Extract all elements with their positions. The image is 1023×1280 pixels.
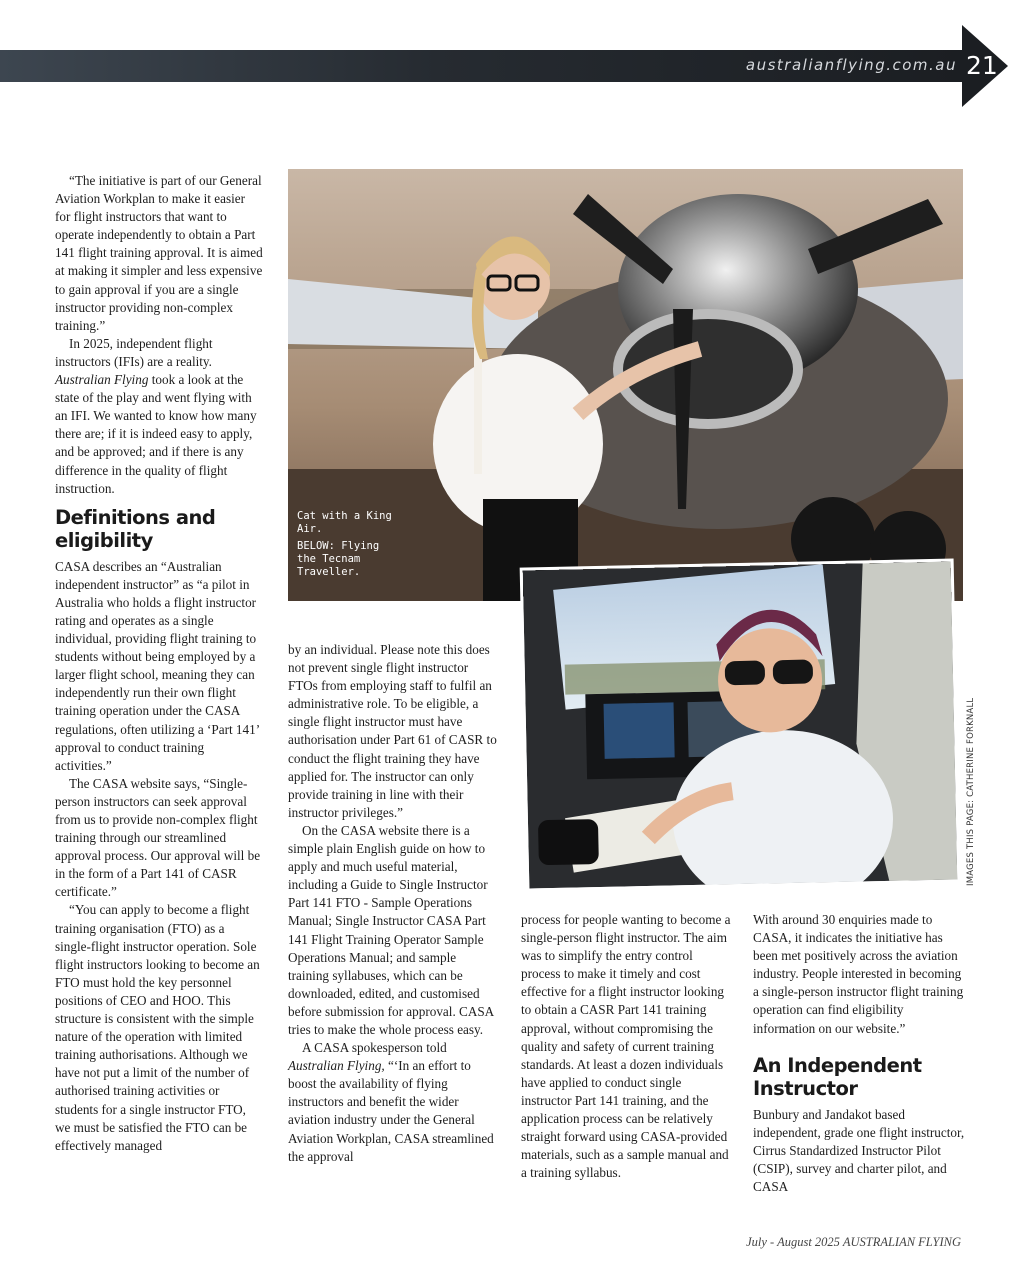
site-url: australianflying.com.au: [745, 56, 957, 74]
text: In 2025, independent flight instructors (IFIs) are a reality.: [55, 335, 213, 369]
text: took a look at the state of the play and went flying with an IFI. We wanted to know how many there are; if it is indeed easy to apply, and be approved; and if there is any difference in the quality of flight instruction.: [55, 372, 257, 496]
paragraph: [288, 1039, 498, 1166]
column-1: [55, 172, 263, 1155]
paragraph: With around 30 enquiries made to CASA, it indicates the initiative has been met positively across the aviation industry. People interested in becoming a single-person instructor flight training operation can find eligibility information on our website.”: [753, 912, 964, 1036]
photo-credit: IMAGES THIS PAGE: CATHERINE FORKNALL: [966, 697, 976, 886]
paragraph: On the CASA website there is a simple plain English guide on how to apply and much useful material, including a Guide to Single Instructor Part 141 FTO - Sample Operations Manual; Single Instructor CASA Part 141 Flight Training Operator Sample Operations Manual; and sample training syllabuses, which can be downloaded, edited, and customised before submission for approval. CASA tries to make the whole process easy.: [288, 822, 494, 1037]
column-3: [521, 911, 731, 1182]
paragraph: Bunbury and Jandakot based independent, grade one flight instructor, Cirrus Standardized Instructor Pilot (CSIP), survey and charter pilot, and CASA: [753, 1106, 965, 1195]
paragraph: “You can apply to become a flight training organisation (FTO) as a single-flight instructor operation. Sole flight instructors looking to become an FTO must hold the key personnel positions of CEO and HOO. This structure is consistent with the simple nature of the operation with limited training authorisations. Although we have not put a limit of the number of authorised training activities or students for a single instructor FTO, we must be satisfied the FTO can be effectively managed: [55, 902, 260, 1153]
paragraph: The CASA website says, “Single-person instructors can seek approval from us to provide non-complex flight training through our streamlined approval process. Our approval will be in the form of a Part 141 of CASR certificate.”: [55, 775, 261, 900]
paragraph: CASA describes an “Australian independent instructor” as “a pilot in Australia who holds a flight instructor rating and operates as a single individual, providing flight training to students without being employed by a larger flight school, meaning they can independently run their own flight training operation under the CASA regulations, often utilizing a ‘Part 141’ approval to conduct training activities.”: [55, 558, 260, 773]
section-heading: An Independent Instructor: [753, 1053, 922, 1100]
page-number: 21: [966, 51, 998, 80]
column-4: [753, 911, 965, 1196]
paragraph: “The initiative is part of our General Aviation Workplan to make it easier for flight instructors that want to operate independently to obtain a Part 141 flight training approval. It is aimed at making it simpler and less expensive to gain approval if you are a single instructor providing non-complex training.”: [55, 173, 263, 333]
page-footer: [746, 1235, 961, 1250]
text: “‘In an effort to boost the availability of flying instructors and benefit the wider aviation industry under the General Aviation Workplan, CASA streamlined the approval: [288, 1058, 494, 1164]
section-heading: Definitions and eligibility: [55, 505, 216, 552]
text: A CASA spokesperson told: [302, 1040, 447, 1056]
column-2: [288, 641, 498, 1166]
tecnam-cockpit-photo: [523, 562, 958, 889]
publication-name: Australian Flying: [55, 372, 149, 388]
caption-king-air: Cat with a King Air.: [297, 510, 392, 535]
magazine-name: AUSTRALIAN FLYING: [842, 1235, 961, 1249]
paragraph: by an individual. Please note this does not prevent single flight instructor FTOs from employing staff to fulfil an administrative role. To be eligible, a single flight instructor must have authorisation under Part 61 of CASR to conduct the flight training they have applied for. The instructor can only provide training in line with their instructor privileges.”: [288, 642, 497, 820]
caption-tecnam: BELOW: Flying the Tecnam Traveller.: [297, 540, 380, 578]
paragraph: [55, 335, 263, 498]
publication-name: Australian Flying,: [288, 1058, 385, 1074]
paragraph: process for people wanting to become a single-person flight instructor. The aim was to simplify the entry control process to make it timely and cost effective for a flight instructor looking to obtain a CASR Part 141 training approval, without compromising the quality and safety of current training standards. At least a dozen individuals have applied to conduct single instructor Part 141 training, and the application process can be relatively straight forward using CASA-provided materials, such as a sample manual and a training syllabus.: [521, 912, 731, 1181]
issue-date: July - August 2025: [746, 1235, 840, 1249]
photo-caption: [297, 510, 393, 583]
